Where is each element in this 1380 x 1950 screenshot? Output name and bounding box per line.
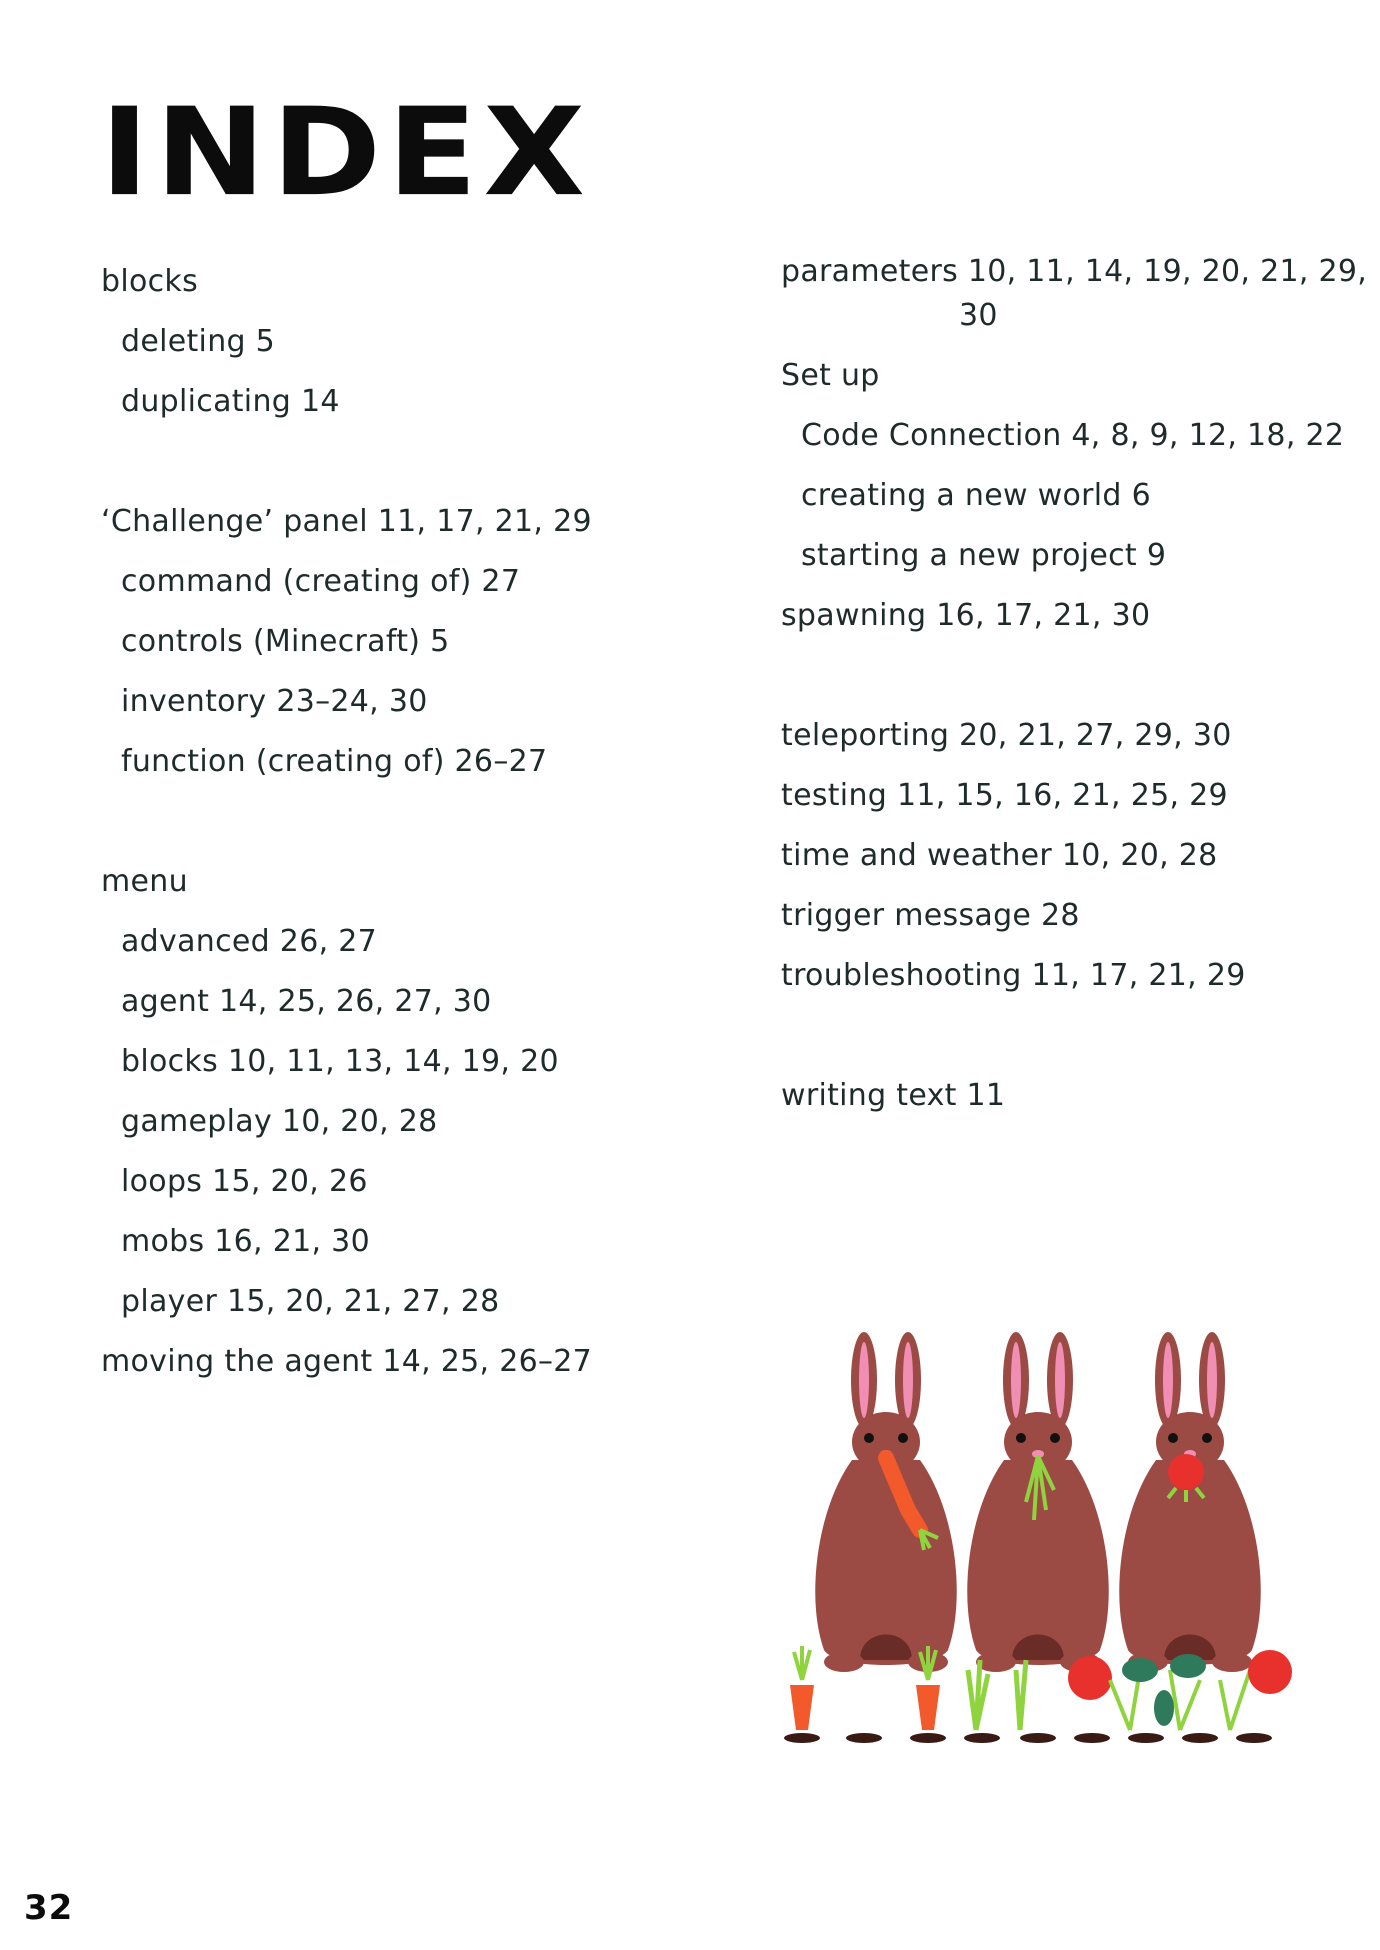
index-subentry: Code Connection 4, 8, 9, 12, 18, 22: [801, 418, 1345, 453]
index-subentry: deleting 5: [121, 324, 276, 359]
page-title: INDEX: [100, 81, 592, 224]
rabbits-illustration: [780, 1290, 1340, 1770]
index-entry: troubleshooting 11, 17, 21, 29: [781, 958, 1246, 993]
index-subentry: mobs 16, 21, 30: [121, 1224, 370, 1259]
entry-gap: [101, 432, 741, 492]
index-column-right: [781, 252, 1371, 1126]
index-entry: time and weather 10, 20, 28: [781, 838, 1218, 873]
index-entry: Set up: [781, 358, 880, 393]
index-subentry: duplicating 14: [121, 384, 340, 419]
carrot-icon: [790, 1646, 814, 1730]
rabbit-strawberry: [1119, 1332, 1260, 1672]
index-subentry: inventory 23–24, 30: [121, 684, 428, 719]
index-subentry: loops 15, 20, 26: [121, 1164, 368, 1199]
index-entry: trigger message 28: [781, 898, 1080, 933]
index-subentry: advanced 26, 27: [121, 924, 378, 959]
index-subentry: starting a new project 9: [801, 538, 1167, 573]
index-subentry: function (creating of) 26–27: [121, 744, 548, 779]
index-subentry: blocks 10, 11, 13, 14, 19, 20: [121, 1044, 559, 1079]
index-entry: ‘Challenge’ panel 11, 17, 21, 29: [101, 504, 592, 539]
index-entry: testing 11, 15, 16, 21, 25, 29: [781, 778, 1228, 813]
page-number: 32: [24, 1888, 74, 1928]
index-column-left: [101, 252, 741, 1392]
index-subentry: command (creating of) 27: [121, 564, 521, 599]
rabbit-grass: [967, 1332, 1108, 1672]
index-entry: [781, 250, 1371, 346]
index-subentry: player 15, 20, 21, 27, 28: [121, 1284, 500, 1319]
strawberry-icon: [1068, 1656, 1112, 1700]
entry-gap: [101, 792, 741, 852]
index-entry: blocks: [101, 264, 199, 299]
index-entry: writing text 11: [781, 1078, 1006, 1113]
index-entry: spawning 16, 17, 21, 30: [781, 598, 1151, 633]
index-entry-continuation: 30: [959, 298, 998, 333]
entry-gap: [781, 646, 1371, 706]
index-entry: menu: [101, 864, 188, 899]
strawberry-icon: [1248, 1650, 1292, 1694]
index-entry: teleporting 20, 21, 27, 29, 30: [781, 718, 1232, 753]
entry-gap: [781, 1006, 1371, 1066]
index-entry-text: parameters 10, 11, 14, 19, 20, 21, 29,: [781, 254, 1368, 289]
index-subentry: agent 14, 25, 26, 27, 30: [121, 984, 492, 1019]
index-entry: moving the agent 14, 25, 26–27: [101, 1344, 593, 1379]
soil-mounds: [784, 1733, 1272, 1743]
index-subentry: gameplay 10, 20, 28: [121, 1104, 438, 1139]
index-subentry: creating a new world 6: [801, 478, 1151, 513]
rabbit-carrot: [815, 1332, 956, 1672]
index-subentry: controls (Minecraft) 5: [121, 624, 450, 659]
